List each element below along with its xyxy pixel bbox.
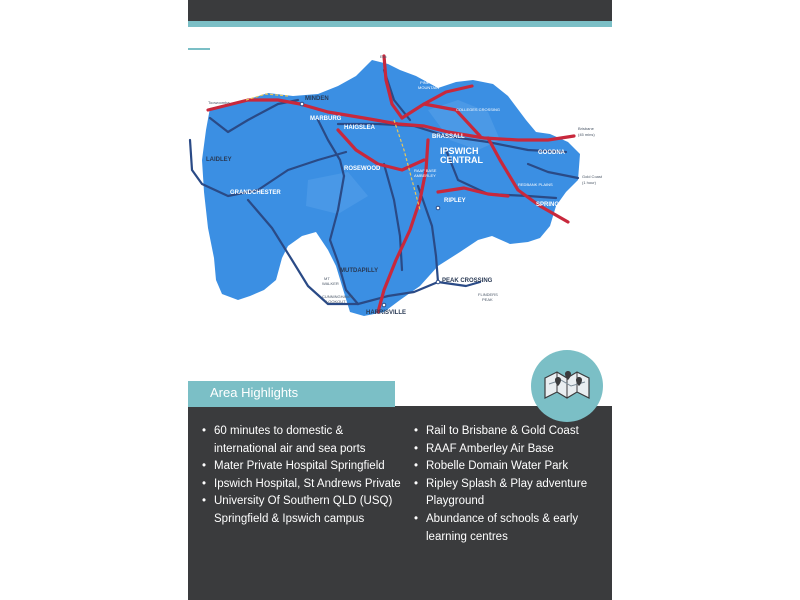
highlights-title-band <box>188 381 395 407</box>
map-pins-icon <box>531 350 603 422</box>
label-minden: MINDEN <box>305 96 329 102</box>
highlights-title: Area Highlights <box>210 385 299 400</box>
label-esk: Esk <box>380 54 387 59</box>
header-bar <box>188 0 612 21</box>
label-pine-mountain-line2: MOUNTAIN <box>418 85 440 90</box>
header-accent-line <box>188 21 612 27</box>
map-badge <box>531 350 603 422</box>
highlight-item: • 60 minutes to domestic & international air and sea ports <box>202 423 407 458</box>
highlight-item: • Ipswich Hospital, St Andrews Private <box>202 476 407 494</box>
page-panel <box>188 0 612 600</box>
label-toowoomba: Toowoomba <box>208 100 230 105</box>
highlights-list-left <box>202 423 407 529</box>
label-ipswich-central-line2: CENTRAL <box>440 155 483 165</box>
highlight-item: • RAAF Amberley Air Base <box>414 441 610 459</box>
marker-harrisville <box>382 303 386 307</box>
label-goldcoast-line1: Gold Coast <box>582 174 603 179</box>
highlights-list-right <box>414 423 610 546</box>
marker-minden <box>300 102 304 106</box>
label-cunninghams-line1: CUNNINGHAM'S <box>322 294 353 299</box>
label-ripley: RIPLEY <box>444 198 466 204</box>
label-cunninghams-line2: LOOKOUT <box>326 299 346 304</box>
label-flinders-line2: PEAK <box>482 297 493 302</box>
label-mutdapilly: MUTDAPILLY <box>340 268 379 274</box>
label-raaf-line1: RAAF BASE <box>414 168 437 173</box>
label-haigslea: HAIGSLEA <box>344 125 376 131</box>
label-springfield: SPRINGFIELD <box>536 202 577 208</box>
highlight-item: • Ripley Splash & Play adventure Playground <box>414 476 610 511</box>
label-ipswich-central-line1: IPSWICH <box>440 146 479 156</box>
highlight-item: • Rail to Brisbane & Gold Coast <box>414 423 610 441</box>
label-brassall: BRASSALL <box>432 134 465 140</box>
ipswich-region-map <box>188 50 612 320</box>
label-goodna: GOODNA <box>538 150 565 156</box>
label-peak-crossing: PEAK CROSSING <box>442 278 493 284</box>
highlight-item: • University Of Southern QLD (USQ) Springfield & Ipswich campus <box>202 493 407 528</box>
label-harrisville: HARRISVILLE <box>366 310 407 316</box>
label-flinders-line1: FLINDERS <box>478 292 498 297</box>
highlight-item: • Mater Private Hospital Springfield <box>202 458 407 476</box>
label-redbank-plains: REDBANK PLAINS <box>518 182 553 187</box>
label-laidley: LAIDLEY <box>206 157 232 163</box>
highlight-item: • Abundance of schools & early learning centres <box>414 511 610 546</box>
marker-peak-crossing <box>436 280 440 284</box>
label-marburg: MARBURG <box>310 116 342 122</box>
label-colleges-crossing: COLLEGES CROSSING <box>456 107 501 112</box>
label-mt-walker-line2: WALKER <box>322 281 339 286</box>
label-pine-mountain-line1: PINE <box>420 80 430 85</box>
label-raaf-line2: AMBERLEY <box>414 173 436 178</box>
label-goldcoast-line2: (1 hour) <box>582 180 597 185</box>
marker-ripley <box>436 206 440 210</box>
label-rosewood: ROSEWOOD <box>344 166 381 172</box>
label-brisbane-line2: (45 mins) <box>578 132 595 137</box>
label-grandchester: GRANDCHESTER <box>230 190 281 196</box>
label-brisbane-line1: Brisbane <box>578 126 594 131</box>
highlight-item: • Robelle Domain Water Park <box>414 458 610 476</box>
label-mt-walker-line1: MT <box>324 276 330 281</box>
